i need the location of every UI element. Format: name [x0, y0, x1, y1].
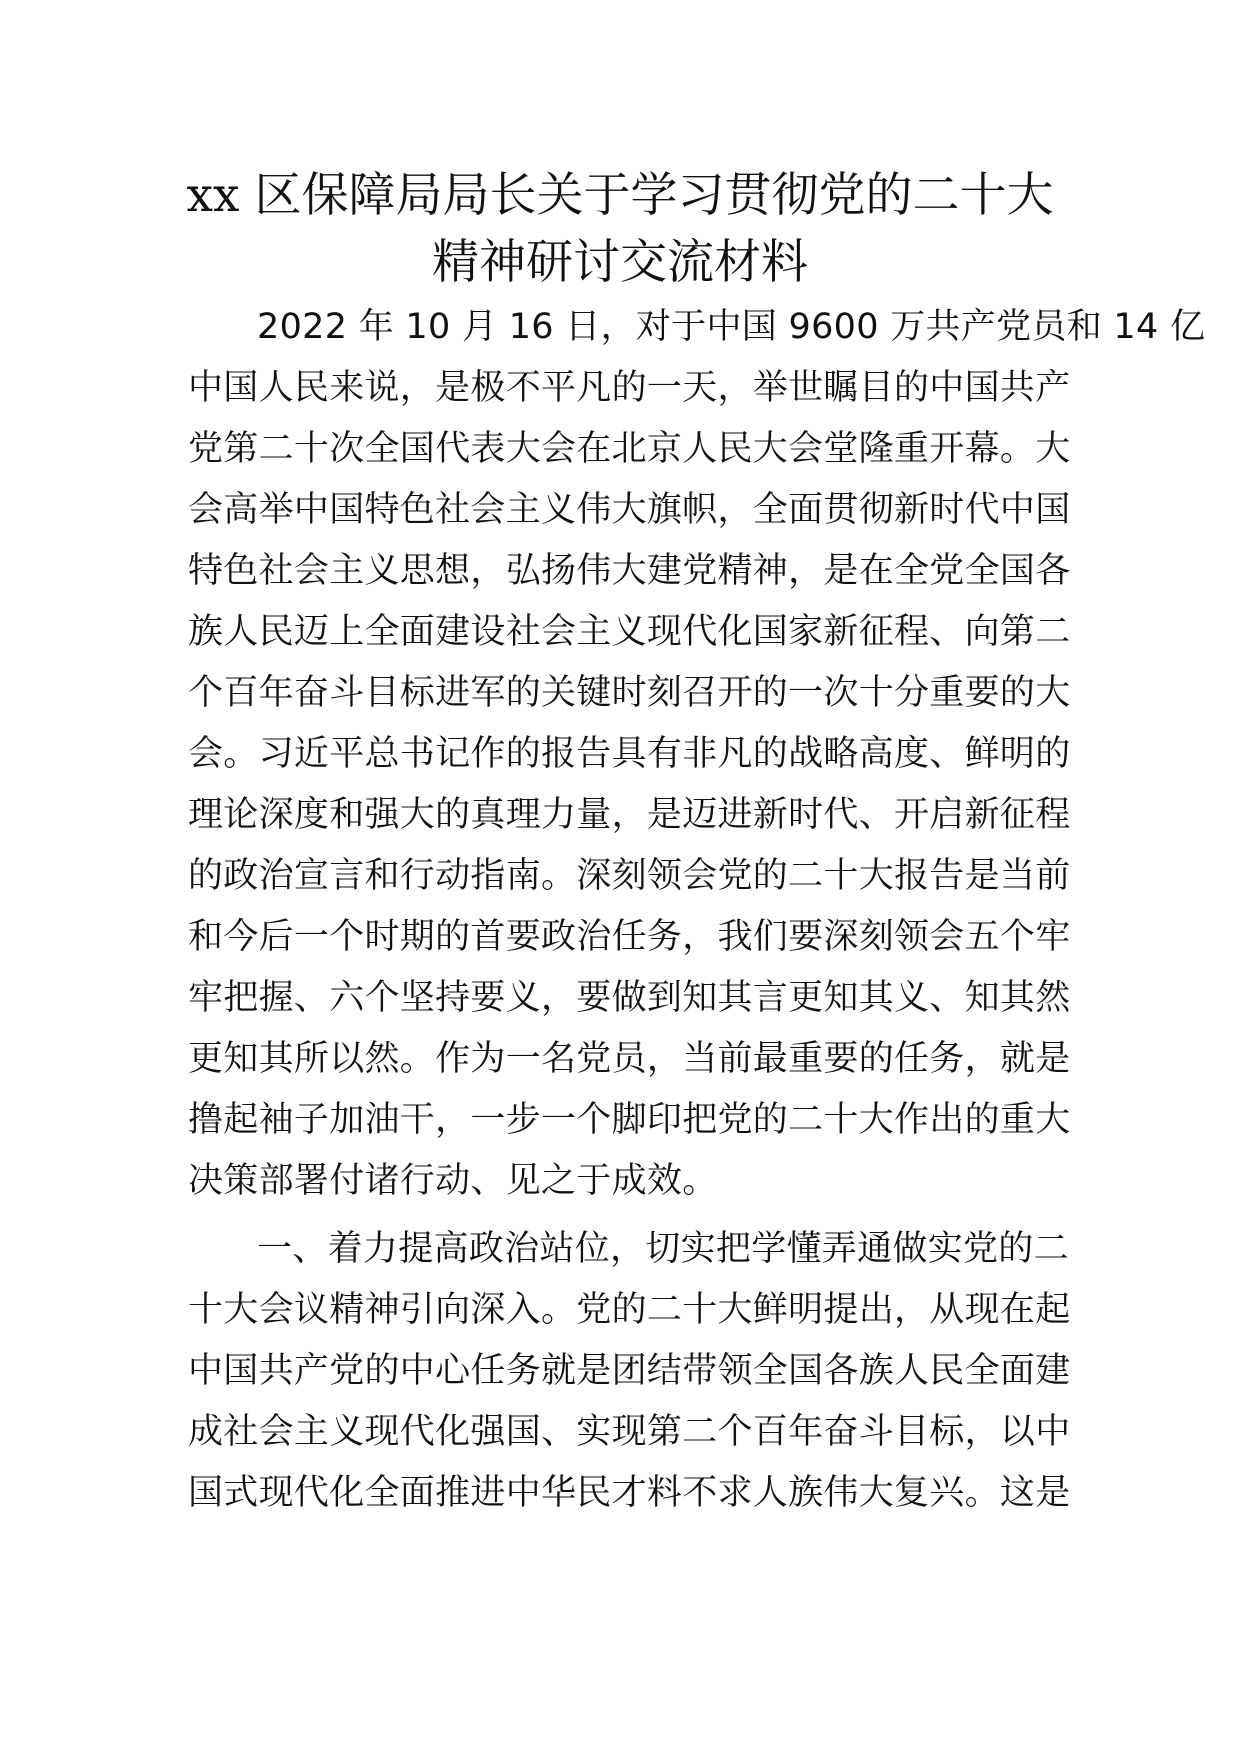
paragraph-1-line: 撸起袖子加油干，一步一个脚印把党的二十大作出的重大 [188, 1100, 1071, 1140]
paragraph-1-line: 和今后一个时期的首要政治任务，我们要深刻领会五个牢 [188, 917, 1071, 957]
paragraph-1-line: 的政治宣言和行动指南。深刻领会党的二十大报告是当前 [188, 856, 1071, 896]
paragraph-1-line: 特色社会主义思想，弘扬伟大建党精神，是在全党全国各 [188, 551, 1071, 591]
paragraph-2-line: 中国共产党的中心任务就是团结带领全国各族人民全面建 [188, 1351, 1071, 1391]
paragraph-1-line: 理论深度和强大的真理力量，是迈进新时代、开启新征程 [188, 795, 1071, 835]
paragraph-2-line: 国式现代化全面推进中华民才料不求人族伟大复兴。这是 [188, 1473, 1071, 1513]
paragraph-1-line: 决策部署付诸行动、见之于成效。 [188, 1161, 718, 1201]
paragraph-2-line: 一、着力提高政治站位，切实把学懂弄通做实党的二 [257, 1229, 1069, 1269]
paragraph-1-line: 牢把握、六个坚持要义，要做到知其言更知其义、知其然 [188, 978, 1071, 1018]
paragraph-1-line: 党第二十次全国代表大会在北京人民大会堂隆重开幕。大 [188, 429, 1071, 469]
paragraph-1-line: 族人民迈上全面建设社会主义现代化国家新征程、向第二 [188, 612, 1071, 652]
document-title-line-2: 精神研讨交流材料 [432, 235, 808, 290]
paragraph-1-line: 会。习近平总书记作的报告具有非凡的战略高度、鲜明的 [188, 734, 1071, 774]
paragraph-2-line: 十大会议精神引向深入。党的二十大鲜明提出，从现在起 [188, 1290, 1071, 1330]
paragraph-1-line: 更知其所以然。作为一名党员，当前最重要的任务，就是 [188, 1039, 1071, 1079]
paragraph-1-line: 会高举中国特色社会主义伟大旗帜，全面贯彻新时代中国 [188, 490, 1071, 530]
paragraph-1-line: 个百年奋斗目标进军的关键时刻召开的一次十分重要的大 [188, 673, 1071, 713]
paragraph-2-line: 成社会主义现代化强国、实现第二个百年奋斗目标，以中 [188, 1412, 1071, 1452]
document-title-line-1: xx 区保障局局长关于学习贯彻党的二十大 [186, 168, 1054, 223]
paragraph-1-line: 中国人民来说，是极不平凡的一天，举世瞩目的中国共产 [188, 368, 1071, 408]
paragraph-1-line: 2022 年 10 月 16 日，对于中国 9600 万共产党员和 14 亿 [257, 307, 1206, 347]
